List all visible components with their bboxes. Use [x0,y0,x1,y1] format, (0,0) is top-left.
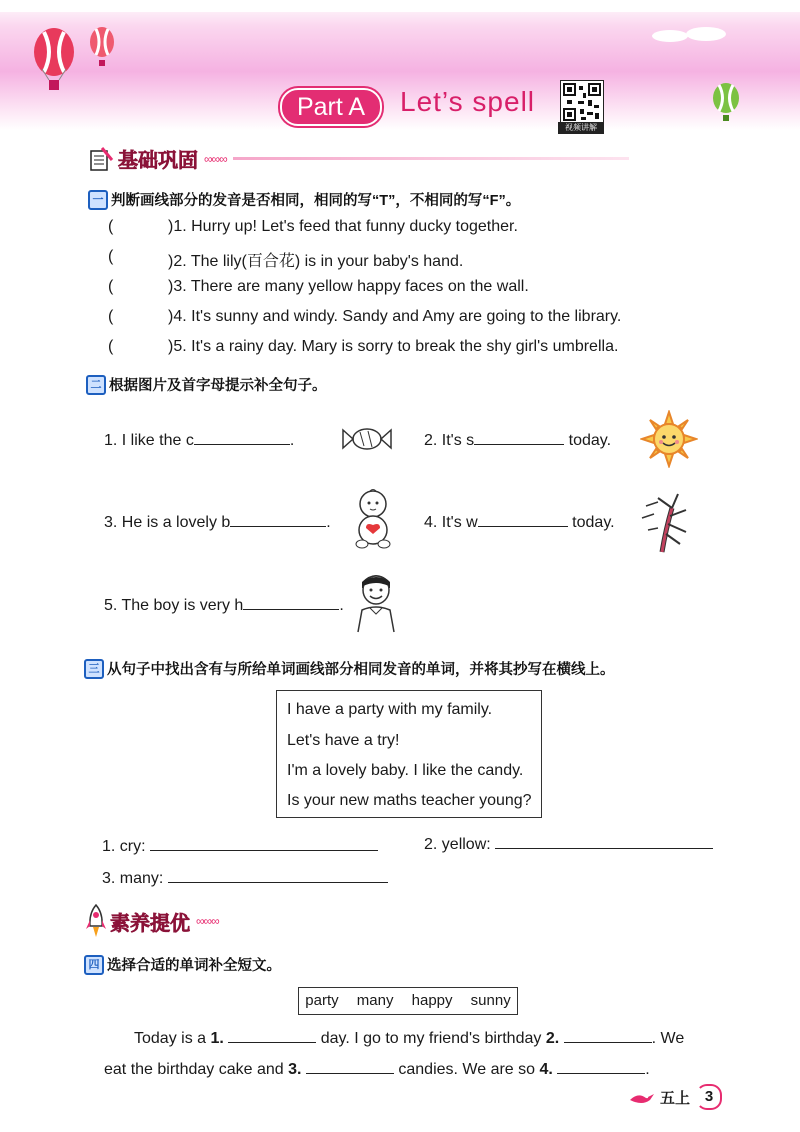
blank-number: 4. [539,1061,553,1078]
passage-text: Today is a [134,1030,211,1047]
passage-text: eat the birthday cake and [104,1061,289,1078]
q4-number: 四 [84,955,104,975]
tf-item-3[interactable] [108,278,529,296]
header-top-strip [0,0,800,12]
cloud-icon [650,22,730,44]
blank-number: 2. [545,1030,560,1047]
fill-prefix: 4. It's w [424,514,478,531]
q1-heading [88,189,520,210]
passage-blank-4[interactable] [557,1059,645,1074]
page-footer [628,1084,722,1110]
sun-icon [640,410,698,468]
happy-boy-icon [352,568,400,634]
answer-many [102,868,388,888]
answer-label: 3. many: [102,870,164,887]
q3-heading [84,658,615,679]
part-banner [252,84,547,126]
section-dots: ∞∞∞ [196,914,219,928]
passage-text: day. I go to my friend's birthday [316,1030,546,1047]
passage-text: . We [651,1030,685,1047]
q3-instruction: 从句子中找出含有与所给单词画线部分相同发音的单词，并将其抄写在横线上。 [107,662,615,678]
section-advanced-title: 素养提优 [110,912,190,935]
q2-instruction: 根据图片及首字母提示补全句子。 [109,378,327,394]
tf-paren: ( [108,218,114,235]
grade-label: 五上 [660,1089,691,1107]
tf-paren: ( [108,248,114,265]
answer-label: 2. yellow: [424,836,491,853]
rocket-icon [86,904,106,938]
q2-number: 二 [86,375,106,395]
q2-heading [86,374,327,395]
passage-blank-3[interactable] [306,1059,394,1074]
word-bank: party many happy sunny [298,987,518,1015]
fill-item-3 [104,512,331,532]
fill-prefix: 5. The boy is very h [104,597,244,614]
fill-blank[interactable] [230,512,326,527]
fill-item-2 [424,430,611,450]
answer-cry [102,836,378,856]
sentence-1: I have a party with my family. [287,701,493,718]
passage-line-1 [134,1028,684,1048]
fill-suffix: today. [567,514,615,531]
qr-label: 视频讲解 [558,122,604,134]
section-rule [233,157,629,160]
tf-text: )1. Hurry up! Let's feed that funny ducky together. [168,218,518,235]
tf-text: )2. The lily(百合花) is in your baby's hand. [168,253,464,270]
part-label: Part A [280,88,382,126]
baby-icon [350,488,396,550]
fill-item-4 [424,512,615,532]
notebook-pencil-icon [88,146,114,172]
fill-prefix: 2. It's s [424,432,475,449]
sentence-2: Let's have a try! [287,732,400,749]
q4-heading [84,954,281,975]
section-basic-head [88,144,629,173]
fill-prefix: 3. He is a lovely b [104,514,231,531]
section-dots: ∞∞∞ [204,151,227,166]
tf-paren: ( [108,308,114,325]
page-number: 3 [696,1084,722,1110]
fill-blank[interactable] [474,430,564,445]
fill-item-1 [104,430,294,450]
fill-suffix: . [326,514,331,531]
q1-instruction: 判断画线部分的发音是否相同，相同的写“T”，不相同的写“F”。 [111,193,521,209]
fill-suffix: . [339,597,344,614]
sentence-3: I'm a lovely baby. I like the candy. [287,762,524,779]
answer-blank[interactable] [150,836,378,851]
tf-item-1[interactable] [108,218,518,236]
passage-text: . [645,1061,650,1078]
passage-text: candies. We are so [393,1061,540,1078]
blank-number: 3. [288,1061,302,1078]
passage-blank-2[interactable] [564,1028,652,1043]
fill-blank[interactable] [194,430,290,445]
blank-number: 1. [210,1030,224,1047]
passage-line-2 [104,1059,650,1079]
tf-paren: ( [108,338,114,355]
q4-instruction: 选择合适的单词补全短文。 [107,958,281,974]
windy-tree-icon [636,488,696,554]
tf-text: )4. It's sunny and windy. Sandy and Amy are going to the library. [168,308,622,325]
sentence-4: Is your new maths teacher young? [287,792,532,809]
fill-blank[interactable] [478,512,568,527]
hot-air-balloon-icon [30,24,120,96]
tf-item-4[interactable] [108,308,621,326]
tf-text: )5. It's a rainy day. Mary is sorry to break the shy girl's umbrella. [168,338,619,355]
fill-item-5 [104,595,344,615]
answer-blank[interactable] [168,868,388,883]
answer-label: 1. cry: [102,838,146,855]
q3-number: 三 [84,659,104,679]
part-title: Let’s spell [400,86,536,117]
fill-suffix: today. [564,432,612,449]
tf-paren: ( [108,278,114,295]
answer-blank[interactable] [495,834,713,849]
section-basic-title: 基础巩固 [118,150,198,172]
section-advanced-head [86,904,219,938]
fill-suffix: . [289,432,295,449]
green-balloon-icon [708,82,744,122]
qr-code-icon[interactable] [560,80,604,124]
q1-number: 一 [88,190,108,210]
tf-item-2[interactable] [108,248,463,271]
answer-yellow [424,834,713,854]
sentence-box [276,690,542,818]
passage-blank-1[interactable] [228,1028,316,1043]
tf-item-5[interactable] [108,338,618,356]
fill-prefix: 1. I like the c [104,432,194,449]
fill-blank[interactable] [243,595,339,610]
bird-icon [628,1088,656,1106]
tf-text: )3. There are many yellow happy faces on the wall. [168,278,529,295]
candy-icon [340,424,394,454]
